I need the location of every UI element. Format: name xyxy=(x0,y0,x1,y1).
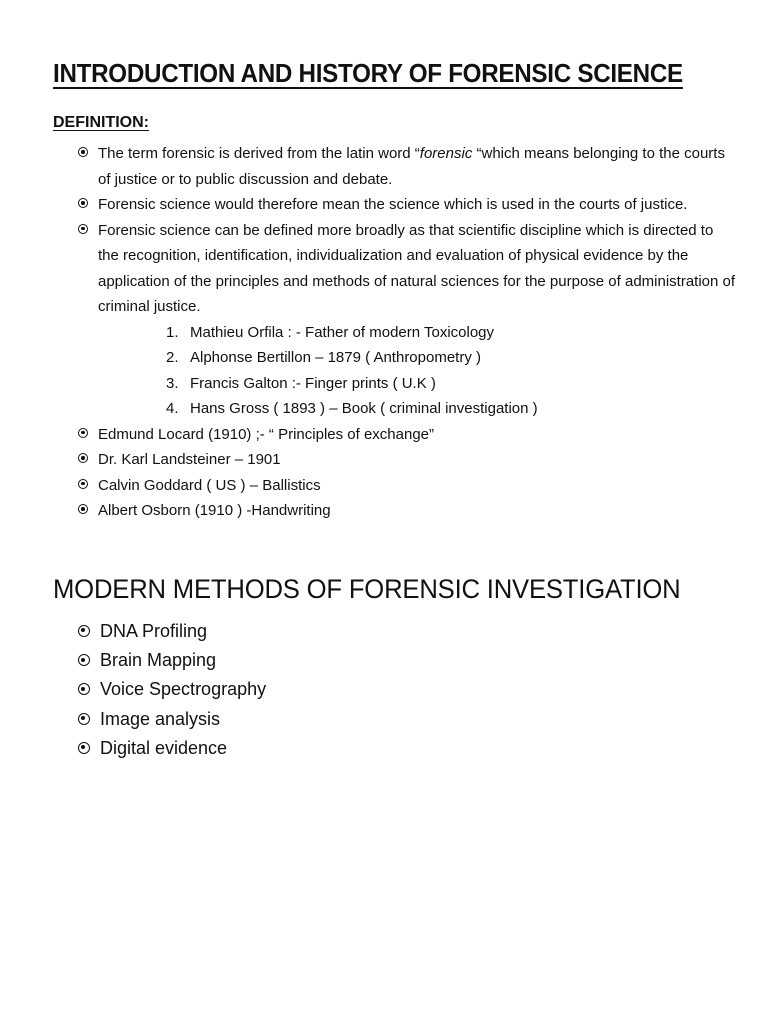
method-text: Voice Spectrography xyxy=(100,679,267,700)
method-text: DNA Profiling xyxy=(100,621,208,641)
circle-bullet-icon xyxy=(78,625,90,637)
definition-list xyxy=(78,141,738,524)
list-item xyxy=(78,192,738,218)
circle-bullet-icon xyxy=(78,479,88,489)
numbered-item: 2. Alphonse Bertillon – 1879 ( Anthropometry ) xyxy=(166,349,481,366)
list-item xyxy=(78,734,266,763)
circle-bullet-icon xyxy=(78,147,88,157)
circle-bullet-icon xyxy=(78,742,90,754)
circle-bullet-icon xyxy=(78,713,90,725)
numbered-item: 1. Mathieu Orfila : - Father of modern Toxicology xyxy=(166,323,495,341)
circle-bullet-icon xyxy=(78,654,90,666)
bullet-text: Calvin Goddard ( US ) – Ballistics xyxy=(98,476,321,494)
method-text: Brain Mapping xyxy=(100,650,217,671)
list-item xyxy=(78,422,738,448)
list-item xyxy=(78,705,266,734)
bullet-text: Edmund Locard (1910) ;- “ Principles of exchange” xyxy=(98,425,435,443)
page-title: INTRODUCTION AND HISTORY OF FORENSIC SCIENCE xyxy=(53,58,683,88)
bullet-text: Dr. Karl Landsteiner – 1901 xyxy=(98,451,281,468)
bullet-text: Forensic science would therefore mean the science which is used in the courts of justice. xyxy=(98,196,688,213)
modern-methods-heading: MODERN METHODS OF FORENSIC INVESTIGATION xyxy=(53,574,681,604)
numbered-item: 4. Hans Gross ( 1893 ) – Book ( criminal investigation ) xyxy=(166,400,538,417)
method-text: Digital evidence xyxy=(100,737,228,758)
circle-bullet-icon xyxy=(78,453,88,463)
modern-methods-list xyxy=(78,617,266,763)
list-item xyxy=(78,498,738,524)
list-item xyxy=(78,447,738,473)
bullet-text: Albert Osborn (1910 ) -Handwriting xyxy=(98,502,331,519)
bullet-text: Forensic science can be defined more broadly as that scientific discipline which is directed to the recognition, identification, individualization and evaluation of physical evidence by the application of the principles and methods of natural sciences for the purpose of administration of criminal justice. xyxy=(98,221,736,315)
list-item xyxy=(78,473,738,499)
pioneers-numbered-list xyxy=(98,320,738,422)
circle-bullet-icon xyxy=(78,428,88,438)
list-item xyxy=(78,141,738,192)
bullet-text: The term forensic is derived from the latin word “forensic “which means belonging to the courts of justice or to public discussion and debate. xyxy=(98,145,725,188)
list-item xyxy=(78,218,738,422)
definition-heading: DEFINITION: xyxy=(53,114,149,131)
circle-bullet-icon xyxy=(78,504,88,514)
list-item xyxy=(78,675,266,704)
circle-bullet-icon xyxy=(78,683,90,695)
list-item xyxy=(78,617,266,646)
numbered-item: 3. Francis Galton :- Finger prints ( U.K ) xyxy=(166,374,436,392)
list-item xyxy=(78,646,266,675)
circle-bullet-icon xyxy=(78,224,88,234)
circle-bullet-icon xyxy=(78,198,88,208)
method-text: Image analysis xyxy=(100,708,221,729)
